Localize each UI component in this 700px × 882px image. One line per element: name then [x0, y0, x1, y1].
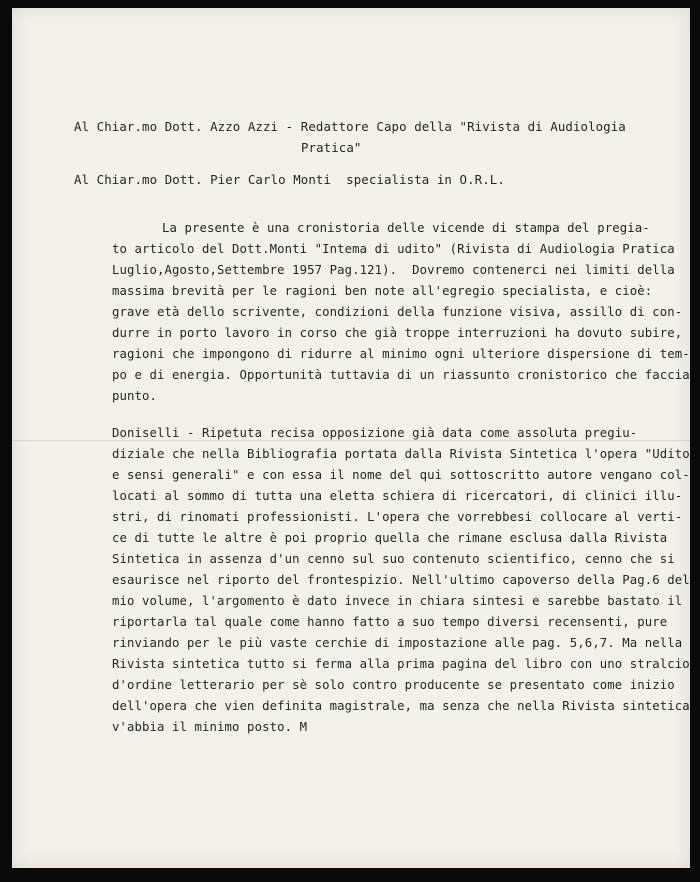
paragraph-1-line: to articolo del Dott.Monti "Intema di udito" (Rivista di Audiologia Pratica — [112, 242, 675, 256]
paragraph-2-line: Rivista sintetica tutto si ferma alla prima pagina del libro con uno stralcio — [112, 657, 690, 671]
paragraph-1-line: La presente è una cronistoria delle vicende di stampa del pregia- — [162, 221, 650, 235]
paragraph-2-line: riportarla tal quale come hanno fatto a suo tempo diversi recensenti, pure — [112, 615, 668, 629]
paragraph-1-line: Luglio,Agosto,Settembre 1957 Pag.121). Dovremo contenerci nei limiti della — [112, 263, 675, 277]
paragraph-2-line: v'abbia il minimo posto. M — [112, 720, 308, 734]
address-line-3: Al Chiar.mo Dott. Pier Carlo Monti specialista in O.R.L. — [74, 172, 505, 187]
typewritten-page — [12, 8, 690, 868]
address-line-1: Al Chiar.mo Dott. Azzo Azzi - Redattore Capo della "Rivista di Audiologia — [74, 119, 626, 134]
paragraph-1-line: po e di energia. Opportunità tuttavia di un riassunto cronistorico che faccia — [112, 368, 690, 382]
paragraph-2-line: diziale che nella Bibliografia portata dalla Rivista Sintetica l'opera "Udito — [112, 447, 690, 461]
paragraph-1-line: massima brevità per le ragioni ben note all'egregio specialista, e cioè: — [112, 284, 653, 298]
paragraph-2-line: mio volume, l'argomento è dato invece in chiara sintesi e sarebbe bastato il — [112, 594, 683, 608]
paragraph-2-line: e sensi generali" e con essa il nome del qui sottoscritto autore vengano col- — [112, 468, 690, 482]
paragraph-2-line: d'ordine letterario per sè solo contro producente se presentato come inizio — [112, 678, 675, 692]
paragraph-2-line: ce di tutte le altre è poi proprio quella che rimane esclusa dalla Rivista — [112, 531, 668, 545]
paragraph-2-line: rinviando per le più vaste cerchie di impostazione alle pag. 5,6,7. Ma nella — [112, 636, 683, 650]
paragraph-2-line: dell'opera che vien definita magistrale, ma senza che nella Rivista sintetica — [112, 699, 690, 713]
paragraph-1-line: durre in porto lavoro in corso che già troppe interruzioni ha dovuto subire, — [112, 326, 683, 340]
paragraph-2-line: locati al sommo di tutta una eletta schiera di ricercatori, di clinici illu- — [112, 489, 683, 503]
paragraph-2-line: Sintetica in assenza d'un cenno sul suo contenuto scientifico, cenno che si — [112, 552, 675, 566]
paragraph-1-line: punto. — [112, 389, 158, 403]
address-line-2: Pratica" — [301, 140, 362, 155]
paragraph-1-line: grave età dello scrivente, condizioni della funzione visiva, assillo di con- — [112, 305, 683, 319]
paragraph-2-line: stri, di rinomati professionisti. L'opera che vorrebbesi collocare al verti- — [112, 510, 683, 524]
paragraph-2-line: esaurisce nel riporto del frontespizio. Nell'ultimo capoverso della Pag.6 del — [112, 573, 690, 587]
paragraph-1-line: ragioni che impongono di ridurre al minimo ogni ulteriore dispersione di tem- — [112, 347, 690, 361]
paragraph-2-line: Doniselli - Ripetuta recisa opposizione già data come assoluta pregiu- — [112, 426, 638, 440]
